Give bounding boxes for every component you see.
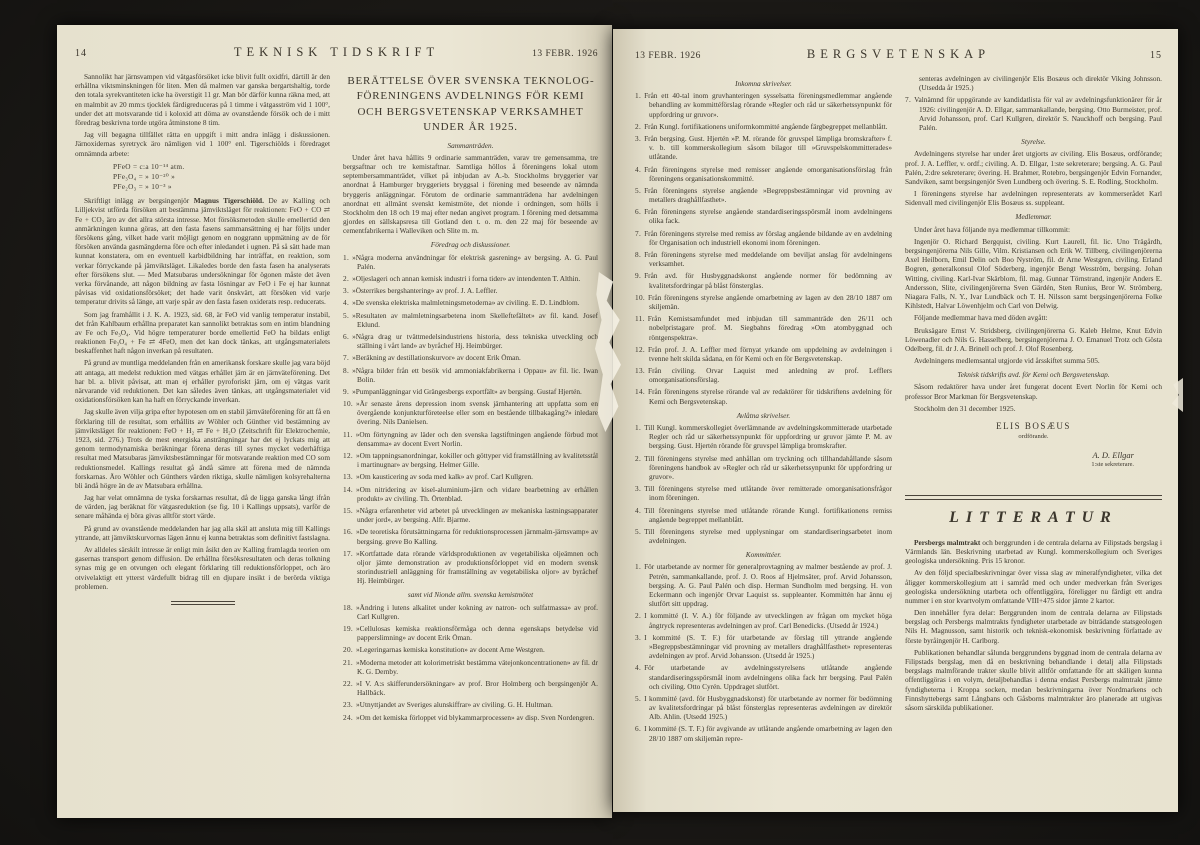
- list-item: [343, 430, 598, 448]
- item-text: Från föreningens styrelse med remisser angående omorganisationsförslag från föreningens organisationskommitté.: [644, 164, 892, 183]
- journal-title: TEKNISK TIDSKRIFT: [233, 45, 440, 59]
- item-text: »Om det kemiska förloppet vid blykammarprocessen» av disp. Sven Nordengren.: [356, 712, 595, 722]
- right-column-2: [905, 74, 1162, 804]
- item-text: Från föreningens styrelse rörande val av redaktörer för tidskriftens avdelning för Kemi och Bergsvetenskap.: [648, 387, 892, 406]
- litteratur-paragraphs: [905, 568, 1162, 712]
- item-text: Från föreningens styrelse med meddelande om beviljat anslag för avdelningens verksamhet.: [644, 250, 892, 269]
- item-text: För utarbetande av avdelningsstyrelsens utlåtande angående standardiseringsspörsmål inom avdelningens olika fack hrr bergsing. Paul Palén och civiling. Otto Cyrén. Uppdraget slutfört.: [644, 663, 892, 691]
- item-number: 18.: [343, 602, 354, 612]
- left-column-1: [75, 72, 330, 802]
- item-text: Valnämnd för uppgörande av kandidatlista för val av avdelningsfunktionärer för år 1926: civilingenjör A. D. Ellgar, sammankallande, bergsing. Otto Burmeister, prof. Arvid Johansson, prof. Carl Kullgren, direktör S. Nauckhoff och bergsing. Paul Palén.: [914, 95, 1162, 132]
- list-item: [635, 423, 892, 451]
- item-text: Från avd. för Husbyggnadskonst angående normer för bedömning av kvalitetsfordringar på blåst fönsterglas.: [644, 271, 892, 290]
- sent-letters-list: [635, 423, 892, 545]
- list-item: [635, 186, 892, 204]
- left-column-2: [343, 72, 598, 802]
- item-text: »Om förtyngning av läder och den svenska lagstiftningen angående förbud mot densamma» av docent Evert Norlin.: [355, 429, 598, 448]
- paragraph: På grund av ovanstående meddelanden har jag alla skäl att ansluta mig till Kallings yttrande, att jämviktskurvornas lägen ännu ej kunna betraktas som definitivt fastslagna.: [75, 523, 330, 542]
- list-item: [343, 451, 598, 469]
- heading-tidskrift-avd: Teknisk tidskrifts avd. för Kemi och Bergsvetenskap.: [957, 370, 1110, 380]
- list-item: [635, 366, 892, 384]
- litteratur-rule: [905, 495, 1162, 500]
- item-number: 1.: [635, 91, 642, 101]
- item-text: Från Kungl. fortifikationens uniformkommitté angående färgbegreppet mellanblått.: [644, 121, 888, 131]
- list-item: [635, 345, 892, 363]
- list-item: [343, 298, 598, 307]
- heading-inkomna-skrivelser: Inkomna skrivelser.: [735, 79, 792, 88]
- item-number: 21.: [343, 657, 354, 667]
- article-title: BERÄTTELSE ÖVER SVENSKA TEKNOLOGFÖRENINGENS AVDELNINGS FÖR KEMI OCH BERGSVETENSKAP VERKSAMHET UNDER ÅR 1925.: [347, 75, 594, 134]
- kemistmote-note: samt vid Nionde allm. svenska kemistmötet: [407, 590, 534, 600]
- list-item: [635, 724, 892, 742]
- secretary-name: A. D. Ellgar: [1092, 449, 1134, 460]
- list-item: [343, 700, 598, 709]
- item-number: 3.: [635, 484, 642, 494]
- formula-line: PFe₃O₄ = » 10⁻²⁰ »: [113, 171, 176, 181]
- item-number: 10.: [635, 292, 646, 302]
- item-text: Från ett 40-tal inom gruvhanteringen sysselsatta föreningsmedlemmar angående behandling av kommittéförslag rörande »Regler och råd ur säkerhetssynpunkt för uppfordring ur gruvor».: [644, 91, 892, 119]
- item-text: »De svenska elektriska malmletningsmetoderna» av civiling. E. D. Lindblom.: [352, 298, 580, 308]
- reply-lead: Skriftligt inlägg av bergsingenjör: [84, 196, 194, 206]
- item-number: 24.: [343, 712, 354, 722]
- page-right-header: [635, 47, 1162, 64]
- heading-kommitteer: Kommittéer.: [745, 550, 782, 560]
- list-item: [343, 366, 598, 384]
- heading-sammantraden: Sammanträden.: [447, 140, 494, 150]
- board-paragraphs: [905, 149, 1162, 207]
- item-number: 23.: [343, 700, 354, 710]
- paragraph: På grund av muntliga meddelanden från en amerikansk forskare skulle jag vara böjd att antaga, att medelst reduktion med vätgas erhållet järn är en järnväteförening. Det har bl. a. blivit påvisat, att man ej erhåller pyroforiskt järn, om ej vätgas varit närvarande vid reduktionen. Det kan således även tänkas, att utgångsmaterialet vid oxidationsförsöken kan ha haft en förryckande inverkan.: [75, 358, 330, 405]
- list-item: [635, 250, 892, 268]
- item-text: Från föreningens styrelse angående omarbetning av lagen av den 28/10 1887 om skiljemän.: [648, 292, 892, 311]
- committees-list: [635, 562, 892, 742]
- paragraph: Jag skulle även vilja gripa efter hypotesen om en stabil järnväteförening för att få en förklaring till de resultat, som erhållits av Wöhler och Günther vid bestämning av jämviktsläget för reaktionen: FeO + H₂ ⇄ Fe + H₂O (Zeitschrift für Elektrochemie, 1923, sid. 276.) Trots de mest energiska ansträngningar har det ej lyckats mig att genom termodynamiska beräkningar förena deras till synes mycket vederhäftiga resultat med Matsubaras jämviktsbestämningar för motsvarande reaktion med CO som reduktionsmedel. Kallings resultat gå ändå sämre att förena med de nämnda forskarnas. Äro Wöhler och Günthers värden riktiga, skulle nämligen kolsyrehalterna bli ändå högre än de av Matsubara erhållna.: [75, 407, 330, 490]
- article-end-rule: [171, 601, 235, 605]
- issue-date-right: 13 FEBR. 1926: [635, 51, 701, 61]
- item-text: »Om tappningsanordningar, kokiller och göttyper vid framställning av kvalitetsstål i martinugnar» av bergsing. Helmer Gille.: [356, 451, 598, 470]
- secretary-role: 1:ste sekreterare.: [1091, 461, 1134, 469]
- page-right: [613, 29, 1178, 812]
- list-item: [635, 91, 892, 119]
- formula-line: PFe₂O₃ = » 10⁻³ »: [113, 182, 172, 192]
- page-number-right: 15: [1150, 50, 1162, 61]
- list-item: [635, 562, 892, 608]
- list-item: [343, 658, 598, 676]
- reply-author: Magnus Tigerschiöld.: [193, 196, 264, 206]
- item-number: 1.: [635, 562, 642, 572]
- list-item: [343, 549, 598, 586]
- item-number: 22.: [343, 678, 354, 688]
- item-number: 2.: [635, 611, 642, 621]
- item-text: »Om kausticering av soda med kalk» av prof. Carl Kullgren.: [356, 472, 533, 482]
- list-item: [343, 274, 598, 283]
- lectures-list-2: [343, 603, 598, 722]
- item-number: 2.: [343, 274, 350, 283]
- paragraph: I föreningens styrelse har avdelningen representerats av kommerserådet Karl Sidenvall med civilingenjör Elis Bosæus ss. suppleant.: [905, 189, 1162, 208]
- paragraph: Jag har velat omnämna de tyska forskarnas resultat, då de ligga ganska långt ifrån de värden, jag beräknat för vätgasreduktion (se fig. 10 i Kallings uppsats), varför de senare måhända ej böra givas alltför stort värde.: [75, 493, 330, 521]
- issue-date-left: 13 FEBR. 1926: [532, 49, 598, 59]
- paragraph: Jag vill begagna tillfället rätta en uppgift i mitt andra inlägg i diskussionen. Järnoxidernas syretryck äro nämligen vid 1 100° enl. Tigerschiölds i föredraget omnämnda arbete:: [75, 130, 330, 158]
- item-number: 7.: [343, 353, 350, 363]
- list-item: [343, 645, 598, 654]
- item-text: Till Kungl. kommerskollegiet överlämnande av avdelningskommitterade utarbetade Regler och råd ur säkerhetssynpunkt för uppfordring ur gruvor jämte P. M. av bergsing. Gust. Hjertén rörande för gruvspel lämpliga bromskrafter.: [644, 423, 892, 451]
- item-text: »Cellulosas kemiska reaktionsförmåga och denna egenskaps betydelse vid papperslimning» av docent Erik Öman.: [356, 624, 598, 643]
- journal-editors-paragraph: Såsom redaktörer hava under året fungerat docent Evert Norlin för Kemi och professor Bror Markman för Bergsvetenskap.: [905, 382, 1162, 401]
- item-text: »Österrikes bergshantering» av prof. J. A. Leffler.: [352, 286, 498, 296]
- list-item: [343, 603, 598, 621]
- list-item: [635, 271, 892, 289]
- item-number: 4.: [635, 663, 642, 673]
- item-text: Från Kemistsamfundet med inbjudan till sammanträde den 26/11 och nobelpristagare prof. M. Siegbahns föredrag »Om atombyggnad och röntgenspektra».: [647, 314, 892, 342]
- list-item: [343, 387, 598, 396]
- page-left: [57, 25, 612, 818]
- item-text: »De teoretiska förutsättningarna för reduktionsprocessen järnmalm-järnsvamp» av bergsing. greve Bo Kalling.: [356, 527, 598, 546]
- item-number: 1.: [343, 252, 350, 262]
- discussion-paragraphs: [75, 72, 330, 158]
- item-text: Till föreningens styrelse med utlåtande över remitterade omorganisationsfrågor inom föreningen.: [644, 484, 892, 503]
- item-number: 1.: [635, 423, 642, 432]
- list-item: [343, 624, 598, 642]
- item-number: 7.: [905, 95, 912, 105]
- item-number: 5.: [635, 185, 642, 195]
- item-text: »Kortfattade data rörande världsproduktionen av vegetabiliska oljeämnen och oljor jämte demonstration av produktionsförloppet vid en modern svensk storindustriell anläggning för framställning av vegetabiliska oljor» av byråchef Hj. Heimbürger.: [356, 548, 598, 586]
- item-number: 2.: [635, 121, 642, 131]
- item-text: »Ändring i lutens alkalitet under kokning av natron- och sulfatmassa» av prof. Carl Kullgren.: [356, 602, 598, 621]
- signature-role: ordförande.: [1018, 433, 1049, 441]
- litteratur-heading: LITTERATUR: [949, 508, 1118, 526]
- list-item: [635, 506, 892, 524]
- received-letters-list: [635, 91, 892, 406]
- list-item: [635, 165, 892, 183]
- item-text: I kommitté (S. T. F.) för utarbetande av förslag till yttrande angående »Begreppsbestämningar vid provning av metallers draghållfasthet» representeras avdelningen av prof. Arvid Johansson. (Utsedd år 1925.): [644, 632, 892, 661]
- item-number: 12.: [635, 344, 646, 354]
- item-text: I kommitté (I. V. A.) för följande av utvecklingen av frågan om mycket höga ångtryck representeras avdelningen av prof. Carl Benedicks. (Utsedd år 1924.): [644, 611, 892, 630]
- item-number: 19.: [343, 624, 354, 633]
- item-text: »Beräkning av destillationskurvor» av docent Erik Öman.: [352, 353, 521, 363]
- list-item: [343, 332, 598, 350]
- item-number: 5.: [343, 310, 350, 320]
- members-new: Ingenjör O. Richard Bergquist, civiling. Kurt Laurell, fil. lic. Uno Trägårdh, bergsingenjörerna Nils Gille, Vilm. Kristiansen och Erik W. Tillberg, civilingenjörerna Axel Heilborn, Emil Delin och Boo Nyström, fil. dr Arne Westgren, civiling. Erland Bogren, generalkonsul Olof Söderberg, ingenjör Bengt Wesström, bergsing. Johan Witting, civiling. Karl-Ivar Skärblom, fil. mag. Gunnar Törnstrand, ingenjör Anders E. Andersson, Slite, civilingenjörerna Sven Gärdén, Sten Runius, Bror W. Strömberg, Niagara Falls, N. Y., Ivar Lundbäck och T. H. Nilsson samt bergsingenjörerna Folke Kihlstedt, Halvar Löwenhjelm och Carl von Delwig.: [905, 236, 1162, 311]
- item-number: 14.: [635, 387, 646, 397]
- item-text: Från föreningens styrelse med remiss av förslag angående bildande av en avdelning för Organisation och industriell ekonomi inom föreningen.: [644, 228, 892, 247]
- list-item: [635, 207, 892, 225]
- paragraph: Publikationen behandlar sålunda berggrundens byggnad inom de centrala delarna av Filipstads bergslag, men då en beskrivning behandlande i detalj alla Filipstads bergslags malmförande trakter skulle blivit alltför omfattande för att skäligen kunna offentliggöras i en volym, detaljbehandlas i denna endast Persbergs malmtrakt jämte fyndigheterna i Kroppa socken, medan beskrivningarna över Nordmarkens och Finnshyttebergs samt Långbans och Gåsborns malmtrakter äro planerade att utgivas såsom särskilda publikationer.: [905, 647, 1162, 712]
- item-number: 10.: [343, 399, 354, 409]
- paragraph: Den innehåller fyra delar: Berggrunden inom de centrala delarna av Filipstads bergslag och Persbergs malmtrakts fyndigheter utarbetade av biträdande statsgeologen Nils H. Magnusson, samt historik och teknisk-ekonomisk beskrivning författade av förste byråingenjör H. Carlborg.: [905, 608, 1162, 645]
- item-text: Från föreningens styrelse angående standardiseringsspörsmål inom avdelningens olika fack.: [644, 207, 892, 226]
- item-text: »Några drag ur tvättmedelsindustriens historia, dess tekniska utveckling och ställning i vårt land» av byråchef Hj. Heimbürger.: [352, 331, 598, 351]
- item-text: I kommitté (S. T. F.) för avgivande av utlåtande angående omarbetning av lagen den 28/10 1887 om skiljemän repre-: [644, 724, 892, 743]
- item-number: 15.: [343, 505, 354, 515]
- written-reply-paragraph: [75, 196, 330, 306]
- item-number: 6.: [635, 724, 642, 734]
- item-text: Från föreningens styrelse angående »Begreppsbestämningar vid provning av metallers draghållfasthet».: [644, 185, 892, 205]
- list-item: [635, 314, 892, 342]
- list-item: [635, 387, 892, 405]
- paragraph: Av den följd specialbeskrivningar över vissa slag av mineralfyndigheter, vilka det åligger kommerskollegium att i samråd med och under medverkan från Sveriges geologiska undersökning utarbeta och offentliggöra, föreligger nu färdigt ett andra nummer i en stor kvartvolym omfattande VIII+475 sidor jämte 2 kartor.: [905, 568, 1162, 605]
- item-text: »Några bilder från ett besök vid ammoniakfabrikerna i Oppau» av fil. lic. Iwan Bolin.: [352, 365, 598, 384]
- item-text: »Är senaste årens depression inom svensk järnhantering att uppfatta som en övergående konjunkturföreteelse eller som en bestående tillbakagång?» inledare övering. Nils Danielsen.: [356, 399, 598, 427]
- list-item: [635, 611, 892, 629]
- item-number: 20.: [343, 645, 354, 655]
- item-text: »Utnyttjandet av Sveriges alunskiffrar» av civiling. G. H. Hultman.: [356, 700, 553, 710]
- formula-line: PFeO = c:a 10⁻¹⁴ atm.: [113, 161, 185, 171]
- meetings-paragraph: Under året hava hållits 9 ordinarie sammanträden, varav tre gemensamma, tre bergsaftnar och tre kemistaftnar. Samtliga höllos å föreningens lokal utom septembersammanträdet, vilket på inbjudan av A.-b. Stockholms bryggerier var anordnat å Hamburger bryggeriets bryggsal i förening med beseende av nämnda bryggeris anläggningar. Förutom de ordinarie sammanträdena har avdelningen anordnat ett allmänt svenskt kemistmöte, det nionde i ordningen, som hölls i Stockholm den 18 och 19 maj efter nedan angivet program. I förening med detsamma gjordes en sällskapsresa till Gotland den t. o. m. den 22 maj för beseende av cementfabrikerna i Walleviken och Slite m. m.: [343, 152, 598, 236]
- item-text: I kommitté (avd. för Husbyggnadskonst) för utarbetande av normer för bedömning av kvalitetsfordringar på blåst fönsterglas representeras avdelningen av direktör Alb. Ahlin. (Utsedd 1925.): [644, 693, 892, 722]
- page-left-header: [75, 45, 598, 62]
- book-description: och berggrunden i de centrala delarna av Filipstads bergslag i Värmlands län. Beskrivning utarbetad av Kungl. kommerskollegium och Sveriges geologiska undersökning. Pris 15 kronor.: [905, 537, 1162, 566]
- item-number: 3.: [635, 133, 642, 143]
- list-item: [343, 527, 598, 545]
- list-item: [343, 311, 598, 329]
- item-number: 6.: [635, 207, 642, 217]
- list-item: [343, 485, 598, 503]
- members-deaths: Bruksägare Ernst V. Stridsberg, civilingenjörerna G. Kaleb Helme, Knut Edvin Löwenadler och Nils G. Hasselberg, bergsingenjörerna J. O. Emanuel Trotz och Gösta Odelberg, fil. dr J. A. Brinell och prof. J. Olof Rosenberg.: [905, 325, 1162, 353]
- heading-avlatna-skrivelser: Avlåtna skrivelser.: [736, 410, 791, 420]
- section-title: BERGSVETENSKAP: [806, 47, 991, 61]
- place-date: Stockholm den 31 december 1925.: [914, 403, 1016, 413]
- item-number: 13.: [343, 472, 354, 482]
- litteratur-lead-paragraph: [905, 538, 1162, 566]
- item-number: 9.: [343, 386, 350, 396]
- item-number: 13.: [635, 366, 646, 376]
- page-number-left: 14: [75, 48, 87, 59]
- paragraph: Av alldeles särskilt intresse är enligt min åsikt den av Kalling framlagda teorien om gasernas transport genom diffusion. De erhållna försöksresultaten och deras tolkning synas mig ge en otvungen och elegant förklaring till reduktionsförloppet, och äro otvivelaktigt ett ytterst värdefullt bidrag till en djupare insikt i de berörda viktiga problemen.: [75, 545, 330, 591]
- list-item: [635, 527, 892, 545]
- members-total: Avdelningens medlemsantal utgjorde vid årsskiftet summa 505.: [914, 356, 1100, 366]
- book-title: Persbergs malmtrakt: [914, 537, 981, 547]
- lectures-list: [343, 253, 598, 586]
- discussion-paragraphs-bottom: [75, 310, 330, 591]
- list-item: [635, 134, 892, 162]
- list-item: [343, 399, 598, 427]
- list-item: [343, 253, 598, 271]
- list-item: [343, 679, 598, 697]
- item-number: 8.: [343, 365, 350, 375]
- committee-continuation: senteras avdelningen av civilingenjör Elis Bosæus och direktör Viking Johnsson. (Utsedda år 1925.): [919, 74, 1162, 93]
- list-item: [635, 633, 892, 661]
- item-text: »Några moderna användningar för elektrisk gasrening» av bergsing. A. G. Paul Palén.: [352, 252, 598, 271]
- paragraph: Sannolikt har järnsvampen vid vätgasförsöket icke blivit fullt oxidfri, därtill är den erhållna viktsminskningen för liten. Men då malmen var ganska bergartshaltig, torde den totala syrekvantiteten icke ha överstigit 11 gr. Man bör därför kunna räkna med, att en malmbit av 20 mm:s tjocklek färdigreduceras på 1 timme i vätgasström vid 1 100°, under det att motsvarande tid i koloxid att döma av ovanstående försök och de i mitt föredrag beskrivna torde utgöra åtminstone 8 tim.: [75, 72, 330, 127]
- item-number: 12.: [343, 451, 354, 460]
- list-item: [635, 454, 892, 482]
- members-deaths-intro: Följande medlemmar hava med döden avgått:: [914, 313, 1048, 323]
- item-number: 9.: [635, 271, 642, 281]
- reply-body: De av Kalling och Lilljekvist utförda försöken att bestämma jämviktsläget för reaktionen: FeO + CO ⇄ Fe + CO₂ äro av det allra största intresse. Mot försöksmetoden skulle emellertid den anmärkningen kunna göras, att den fasta fasens sammansättning ej har följts under försökens gång, vilket hade varit möjligt genom en noggrann uppmätning av de för försöken använda gasmängderna före och efter inledandet i ugnen. På så sätt hade man kunnat konstatera, om en eventuell karbidbildning har inträffat, en reaktion, som verkar förryckande på jämviktsläget. Likaledes borde den fasta fasen ha analyserats efter försökens slut. — Med Matsubaras undersökningar för ögonen måste det även verka förvånande, att någon bildning av fasta lösningar av FeO i Fe ej har kunnat påvisas vid oxidationsförsöket; det hade varit önskvärt, att försöken vid varje temperatur drivits så länge, att varje spår av den fasta fasen oxiderats resp. reducerats.: [75, 196, 330, 307]
- item-number: 6.: [343, 331, 350, 341]
- item-text: Från bergsing. Gust. Hjertén »P. M. rörande för gruvspel lämpliga bromskrafter» f. v. b. till kommerskollegium såsom bilagor till »Gruvspelskommitterades» utlåtande.: [644, 133, 892, 162]
- list-item: [635, 663, 892, 691]
- list-item: [635, 293, 892, 311]
- item-text: »Resultaten av malmletningsarbetena inom Skelleftefältet» av fil. kand. Josef Eklund.: [352, 310, 598, 329]
- item-number: 16.: [343, 527, 354, 537]
- paragraph: Som jag framhållit i J. K. A. 1923, sid. 68, är FeO vid vanlig temperatur instabil, det från Kahlbaum erhållna preparatet kan sannolikt betraktas som en intim blandning av Fe och Fe₃O₄. Vid högre temperaturer borde emellertid FeO ha bildats enligt reaktionen Fe₃O₄ + Fe ⇄ 4FeO, men det kan dock tänkas, att utgångsmaterialets beskaffenhet haft någon inverkan på resultaten.: [75, 309, 330, 356]
- item-text: Till föreningens styrelse med upplysningar om standardiseringsarbetet inom avdelningen.: [644, 526, 892, 546]
- list-item: [635, 694, 892, 722]
- committee-item-7: [905, 95, 1162, 132]
- item-number: 11.: [343, 429, 353, 439]
- list-item: [635, 229, 892, 247]
- item-text: »Moderna metoder att kolorimetriskt bestämma vätejonkoncentrationen» av fil. dr K. G. Dernby.: [356, 657, 598, 676]
- item-number: 7.: [635, 228, 642, 238]
- item-text: »Några erfarenheter vid arbetet på utvecklingen av mekaniska lastningsapparater under jord», av bergsing. Alfr. Bjarme.: [356, 505, 598, 525]
- item-text: Från civiling. Orvar Laquist med anledning av prof. Lefflers omorganisationsförslag.: [648, 366, 892, 385]
- item-text: För utarbetande av normer för generalprovtagning av malmer bestående av prof. J. Petrén, sammankallande, prof. J. O. Roos af Hjelmsäter, prof. Arvid Johansson, bergsing. A. G. Paul Palén och disp. Herman Sundholm med bergsing. H. von Eckermann och ingenjör Orvar Laquist ss. suppleanter. Kommittén har ännu ej slutfört sitt uppdrag.: [644, 562, 892, 609]
- item-text: Från prof. J. A. Leffler med förnyat yrkande om uppdelning av avdelningen i tvenne helt skilda sådana, en för Kemi och en för Bergsvetenskap.: [648, 344, 892, 363]
- item-number: 5.: [635, 693, 642, 703]
- list-item: [635, 484, 892, 502]
- item-text: »I V. A:s skifferundersökningar» av prof. Bror Holmberg och bergsingenjör A. Hallbäck.: [356, 678, 598, 698]
- item-number: 8.: [635, 250, 642, 259]
- item-text: »Oljeslageri och annan kemisk industri i forna tider» av intendenten T. Althin.: [352, 274, 581, 283]
- page-left-columns: [75, 72, 598, 802]
- heading-styrelse: Styrelse.: [1021, 137, 1046, 147]
- item-number: 11.: [635, 314, 645, 324]
- heading-foredrag: Föredrag och diskussioner.: [430, 240, 511, 250]
- list-item: [343, 472, 598, 481]
- item-number: 2.: [635, 453, 642, 463]
- list-item: [635, 122, 892, 131]
- item-text: Till föreningens styrelse med anhållan om tryckning och tillhandahållande såsom föreningens handbok av »Regler och råd ur säkerhetssynpunkt för uppfordring ur gruvor».: [644, 453, 892, 481]
- item-number: 3.: [635, 632, 642, 642]
- list-item: [343, 353, 598, 362]
- item-text: »Pumpanläggningar vid Grängesbergs exportfält» av bergsing. Gustaf Hjertén.: [352, 386, 582, 396]
- oxygen-pressure-formulas: [113, 162, 330, 192]
- item-number: 4.: [635, 505, 642, 515]
- list-item: [343, 506, 598, 524]
- item-text: »Om nitridering av kisel-aluminium-järn och vidare bearbetning av erhållen produkt» av civiling. Th. Örtenblad.: [356, 484, 598, 503]
- item-text: »Legeringarnas kemiska konstitution» av docent Arne Westgren.: [356, 645, 545, 655]
- signature-name: ELIS BOSÆUS: [996, 421, 1071, 431]
- page-right-columns: [635, 74, 1162, 804]
- item-text: Till föreningens styrelse med utlåtande rörande Kungl. fortifikationens remiss angående begreppet mellanblått.: [644, 505, 892, 524]
- item-number: 3.: [343, 286, 350, 296]
- item-number: 4.: [635, 164, 642, 174]
- members-intro: Under året hava följande nya medlemmar tillkommit:: [914, 224, 1071, 234]
- heading-medlemmar: Medlemmar.: [1015, 212, 1052, 222]
- list-item: [343, 286, 598, 295]
- item-number: 14.: [343, 484, 354, 494]
- secretary-signature: [905, 450, 1162, 470]
- paragraph: Avdelningens styrelse har under året utgjorts av civiling. Elis Bosæus, ordförande; prof. J. A. Leffler, v. ordf.; civiling. A. D. Ellgar, 1:ste sekreterare; bergsing. A. G. Paul Palén, 2:dre sekreterare; övering. H. Brahmer, Rotebro, bergsingenjör Edvin Fornander, Sandviken, samt bergsingenjör Sven Lundberg och övering. S. E. Rodling, Stockholm.: [905, 149, 1162, 186]
- item-number: 17.: [343, 548, 354, 558]
- right-column-1: [635, 74, 892, 804]
- list-item: [343, 713, 598, 722]
- item-number: 4.: [343, 298, 350, 308]
- item-number: 5.: [635, 526, 642, 536]
